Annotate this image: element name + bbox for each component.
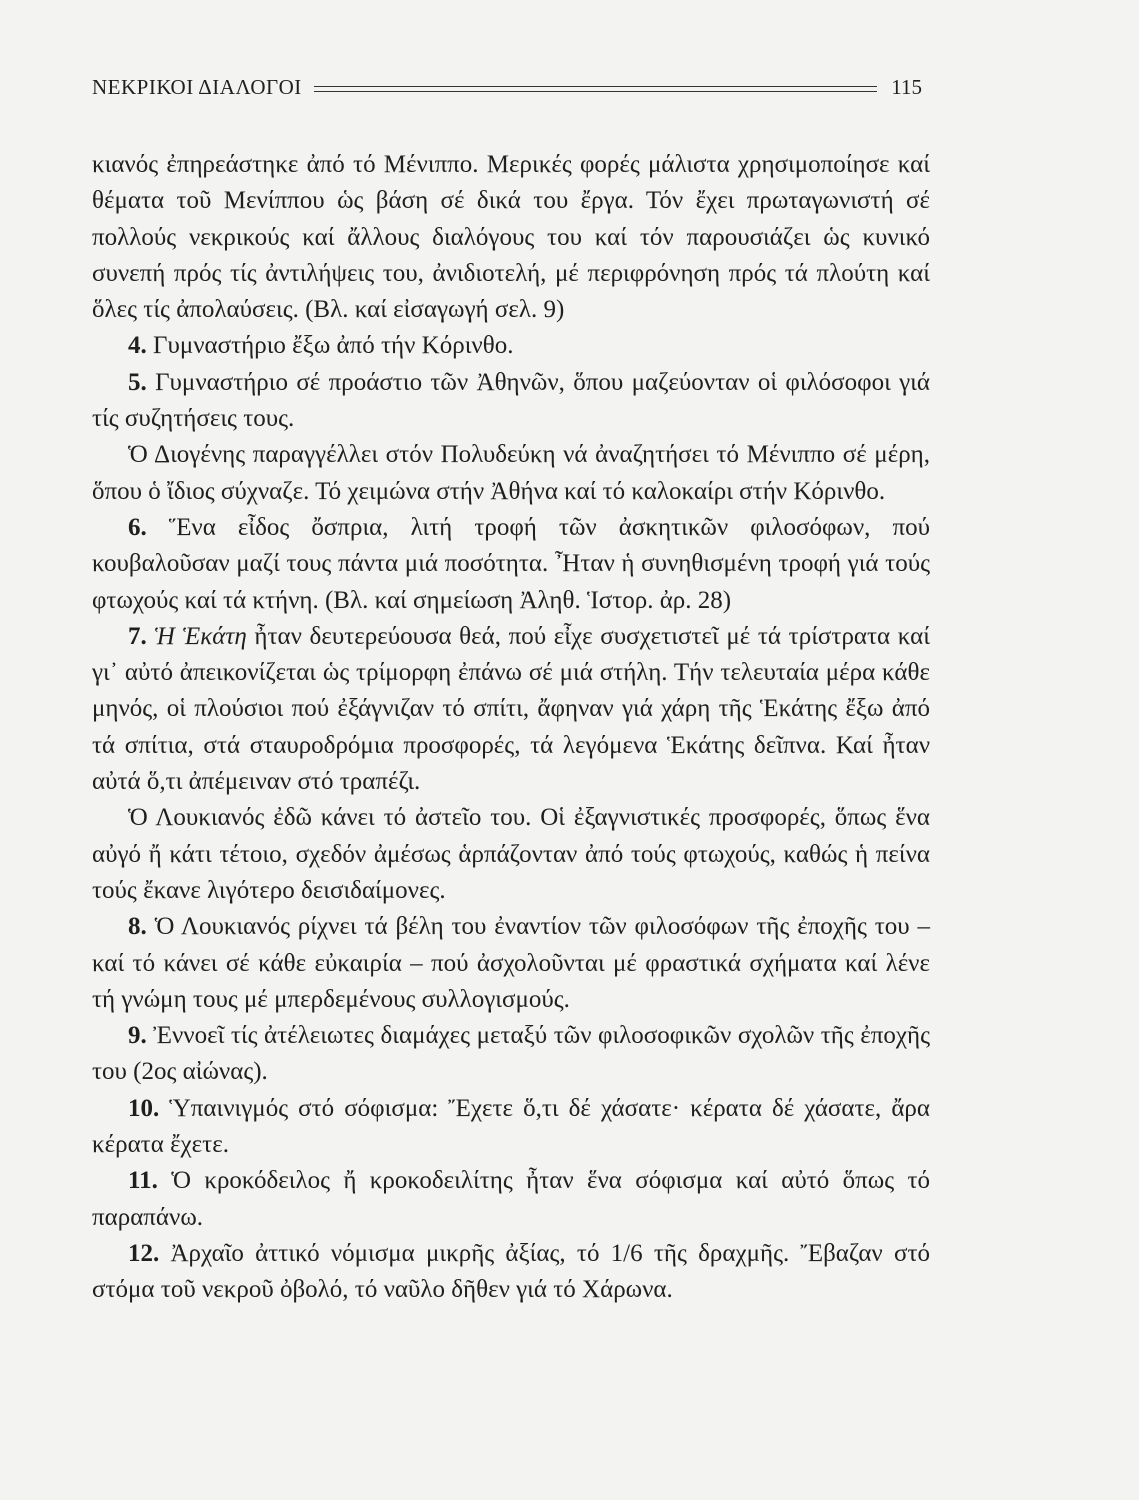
note-4 xyxy=(92,328,930,364)
page-number: 115 xyxy=(891,74,922,99)
note-6-number: 6. xyxy=(128,513,147,541)
note-7-number: 7. xyxy=(128,622,147,650)
note-9-number: 9. xyxy=(128,1022,147,1050)
note-8-text: Ὁ Λουκιανός ρίχνει τά βέλη του ἐναντίον τῶν φιλοσόφων τῆς ἐποχῆς του – καί τό κάνει σέ κάθε εὐκαιρία – πού ἀσχολοῦνται μέ φραστικά σχήματα καί λένε τή γνώμη τους μέ μπερδεμένους συλλογισμούς. xyxy=(92,913,930,1013)
note-8-number: 8. xyxy=(128,913,147,941)
note-7-italic-term: Ἡ Ἑκάτη xyxy=(154,622,247,650)
note-10-text: Ὑπαινιγμός στό σόφισμα: Ἔχετε ὅ,τι δέ χάσατε· κέρατα δέ χάσατε, ἄρα κέρατα ἔχετε. xyxy=(92,1094,930,1159)
note-9 xyxy=(92,1018,930,1091)
note-3-continuation: κιανός ἐπηρεάστηκε ἀπό τό Μένιππο. Μερικές φορές μάλιστα χρησιμοποίησε καί θέματα τοῦ Μενίππου ὡς βάση σέ δικά του ἔργα. Τόν ἔχει πρωταγωνιστή σέ πολλούς νεκρικούς καί ἄλλους διαλόγους του καί τόν παρουσιάζει ὡς κυνικό συνεπή πρός τίς ἀντιλήψεις του, ἀνιδιοτελή, μέ περιφρόνηση πρός τά πλούτη καί ὅλες τίς ἀπολαύσεις. (Βλ. καί εἰσαγωγή σελ. 9) xyxy=(92,151,930,324)
note-4-text: Γυμναστήριο ἔξω ἀπό τήν Κόρινθο. xyxy=(153,332,514,360)
note-12 xyxy=(92,1236,930,1309)
note-11 xyxy=(92,1163,930,1236)
notes-body xyxy=(92,147,930,1309)
note-7 xyxy=(92,619,930,800)
note-11-number: 11. xyxy=(128,1167,158,1195)
note-5-text: Γυμναστήριο σέ προάστιο τῶν Ἀθηνῶν, ὅπου μαζεύονταν οἱ φιλόσοφοι γιά τίς συζητήσεις τους. xyxy=(92,368,931,433)
note-12-text: Ἀρχαῖο ἀττικό νόμισμα μικρῆς ἀξίας, τό 1/6 τῆς δραχμῆς. Ἔβαζαν στό στόμα τοῦ νεκροῦ ὀβολό, τό ναῦλο δῆθεν γιά τό Χάρωνα. xyxy=(92,1239,931,1304)
note-10 xyxy=(92,1091,930,1164)
note-5 xyxy=(92,365,930,438)
note-10-number: 10. xyxy=(128,1094,160,1122)
running-header xyxy=(92,72,922,102)
note-8 xyxy=(92,909,930,1018)
running-title: ΝΕΚΡΙΚΟΙ ΔΙΑΛΟΓΟΙ xyxy=(92,74,302,99)
note-6-text: Ἕνα εἶδος ὄσπρια, λιτή τροφή τῶν ἀσκητικῶν φιλοσόφων, πού κουβαλοῦσαν μαζί τους πάντα μιά ποσότητα. Ἦταν ἡ συνηθισμένη τροφή γιά τούς φτωχούς καί τά κτήνη. (Βλ. καί σημείωση Ἀληθ. Ἱστορ. ἀρ. 28) xyxy=(92,513,931,614)
note-7-paragraph-2: Ὁ Λουκιανός ἐδῶ κάνει τό ἀστεῖο του. Οἱ ἐξαγνιστικές προσφορές, ὅπως ἕνα αὐγό ἤ κάτι τέτοιο, σχεδόν ἀμέσως ἁρπάζονταν ἀπό τούς φτωχούς, καθώς ἡ πείνα τούς ἔκανε λιγότερο δεισιδαίμονες. xyxy=(92,804,930,904)
note-12-number: 12. xyxy=(128,1239,160,1267)
note-5-paragraph-2: Ὁ Διογένης παραγγέλλει στόν Πολυδεύκη νά ἀναζητήσει τό Μένιππο σέ μέρη, ὅπου ὁ ἴδιος σύχναζε. Τό χειμώνα στήν Ἀθήνα καί τό καλοκαίρι στήν Κόρινθο. xyxy=(92,441,930,505)
note-5-number: 5. xyxy=(128,368,147,396)
header-rule xyxy=(314,86,877,92)
note-4-number: 4. xyxy=(128,332,147,360)
note-11-text: Ὁ κροκόδειλος ἤ κροκοδειλίτης ἦταν ἕνα σόφισμα καί αὐτό ὅπως τό παραπάνω. xyxy=(92,1167,930,1231)
note-6 xyxy=(92,510,930,619)
note-9-text: Ἐννοεῖ τίς ἀτέλειωτες διαμάχες μεταξύ τῶν φιλοσοφικῶν σχολῶν τῆς ἐποχῆς του (2ος αἰώνας). xyxy=(92,1022,930,1086)
note-7-text: ἦταν δευτερεύουσα θεά, πού εἶχε συσχετιστεῖ μέ τά τρίστρατα καί γι᾿ αὐτό ἀπεικονίζεται ὡς τρίμορφη ἐπάνω σέ μιά στήλη. Τήν τελευταία μέρα κάθε μηνός, οἱ πλούσιοι πού ἐξάγνιζαν τό σπίτι, ἄφηναν γιά χάρη τῆς Ἑκάτης ἔξω ἀπό τά σπίτια, στά σταυροδρόμια προσφορές, τά λεγόμενα Ἑκάτης δεῖπνα. Καί ἦταν αὐτά ὅ,τι ἀπέμειναν στό τραπέζι. xyxy=(92,622,931,796)
